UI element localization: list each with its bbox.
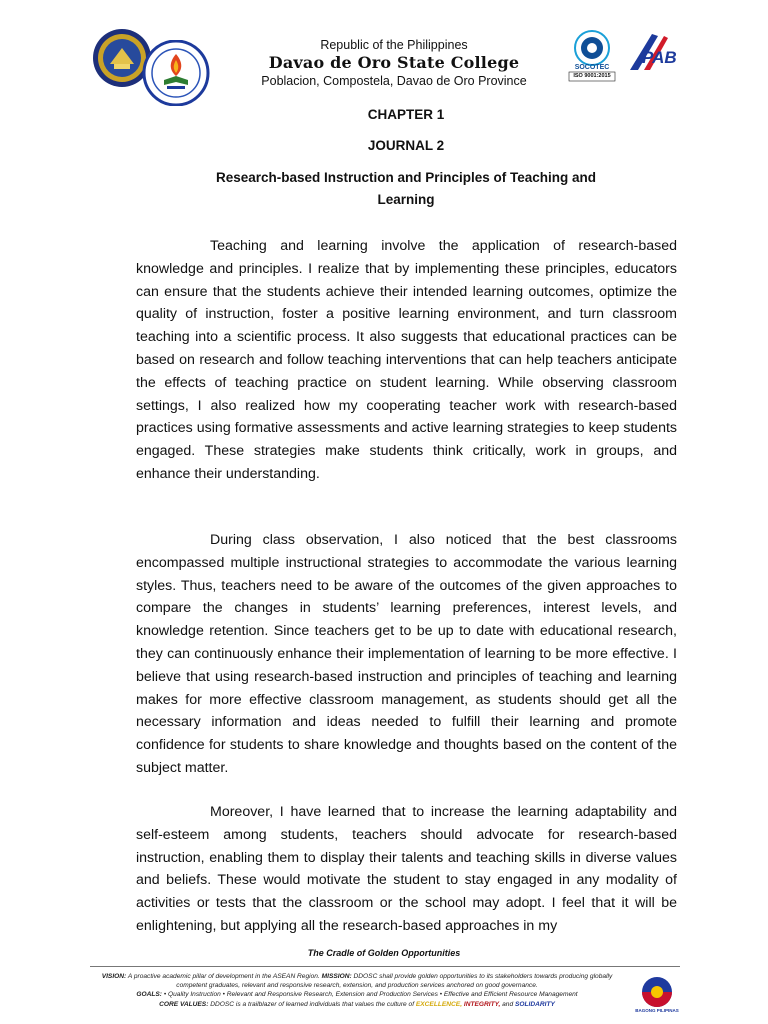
republic-line: Republic of the Philippines [320, 38, 468, 52]
socotec-label: SOCOTEC [574, 64, 610, 71]
footer-motto: The Cradle of Golden Opportunities [307, 948, 461, 958]
body-paragraph-3: Moreover, I have learned that to increase the learning adaptability and self-esteem among students, teachers should advocate for research-based instruction, enabling them to display their talents and teaching skills in diverse values and beliefs. These would motivate the student to stay engaged in any modality of activities or tests that the classroom or the school may adopt. I feel that it will be enlightening, but applying all the research-based approaches in my [136, 804, 677, 934]
journal-heading: JOURNAL 2 [367, 138, 445, 153]
iso-label: ISO 9001:2015 [573, 73, 611, 79]
pab-label: PAB [642, 48, 677, 67]
chapter-heading: CHAPTER 1 [367, 107, 445, 122]
body-paragraph-1: Teaching and learning involve the application of research-based knowledge and principles. I realize that by implementing these principles, educators can ensure that the students achieve their intended learning outcomes, optimize the quality of instruction, foster a positive learning environment, and turn classroom teaching into a scientific process. It also suggests that educational practices can be based on research and follow teaching interventions that can help teachers anticipate the effects of teaching practice on student learning. While observing classroom settings, I also realized how my cooperating teacher work with research-based practices using formative assessments and active learning strategies to keep students engaged. These strategies make students think critically, work in groups, and enhance their understanding. [136, 238, 677, 482]
bagong-pilipinas-label: BAGONG PILIPINAS [635, 1008, 679, 1013]
bagong-pilipinas-logo [636, 976, 678, 1016]
footer-statements [92, 972, 622, 1009]
vision-mission-text: VISION: A proactive academic pillar of development in the ASEAN Region. MISSION: DDOSC shall provide golden opportunities to its stakeholders towards producing globally competent graduates, relevant and responsive research, extension, and production services anchored on good governance. [101, 973, 613, 990]
document-title-line2: Learning [377, 192, 435, 207]
body-paragraph-2: During class observation, I also noticed that the best classrooms encompassed multiple instructional strategies to accommodate the various learning styles. Thus, teachers need to be aware of the outcomes of the given approaches to compare the changes in students’ learning preferences, interest levels, and knowledge retention. Since teachers get to be up to date with educational research, they can continuously enhance their implementation of learning to be more effective. I believe that using research-based instruction and principles of teaching and learning makes for more effective classroom management, as students should get all the necessary information and ideas needed to fulfill their learning and promote confidence for students to share knowledge and thoughts based on the content of the subject matter. [136, 532, 677, 776]
goals-text: GOALS: • Quality Instruction • Relevant and Responsive Research, Extension and Production Services • Effective and Efficient Resource Management [136, 991, 578, 999]
footer-divider [90, 966, 680, 967]
document-title-line1: Research-based Instruction and Principles of Teaching and [215, 170, 597, 185]
college-name: Davao de Oro State College [268, 53, 520, 72]
core-values-text: CORE VALUES: DDOSC is a trailblazer of learned individuals that values the culture of EXCELLENCE, INTEGRITY, and SOLIDARITY [159, 1000, 555, 1008]
college-address: Poblacion, Compostela, Davao de Oro Province [261, 74, 527, 88]
